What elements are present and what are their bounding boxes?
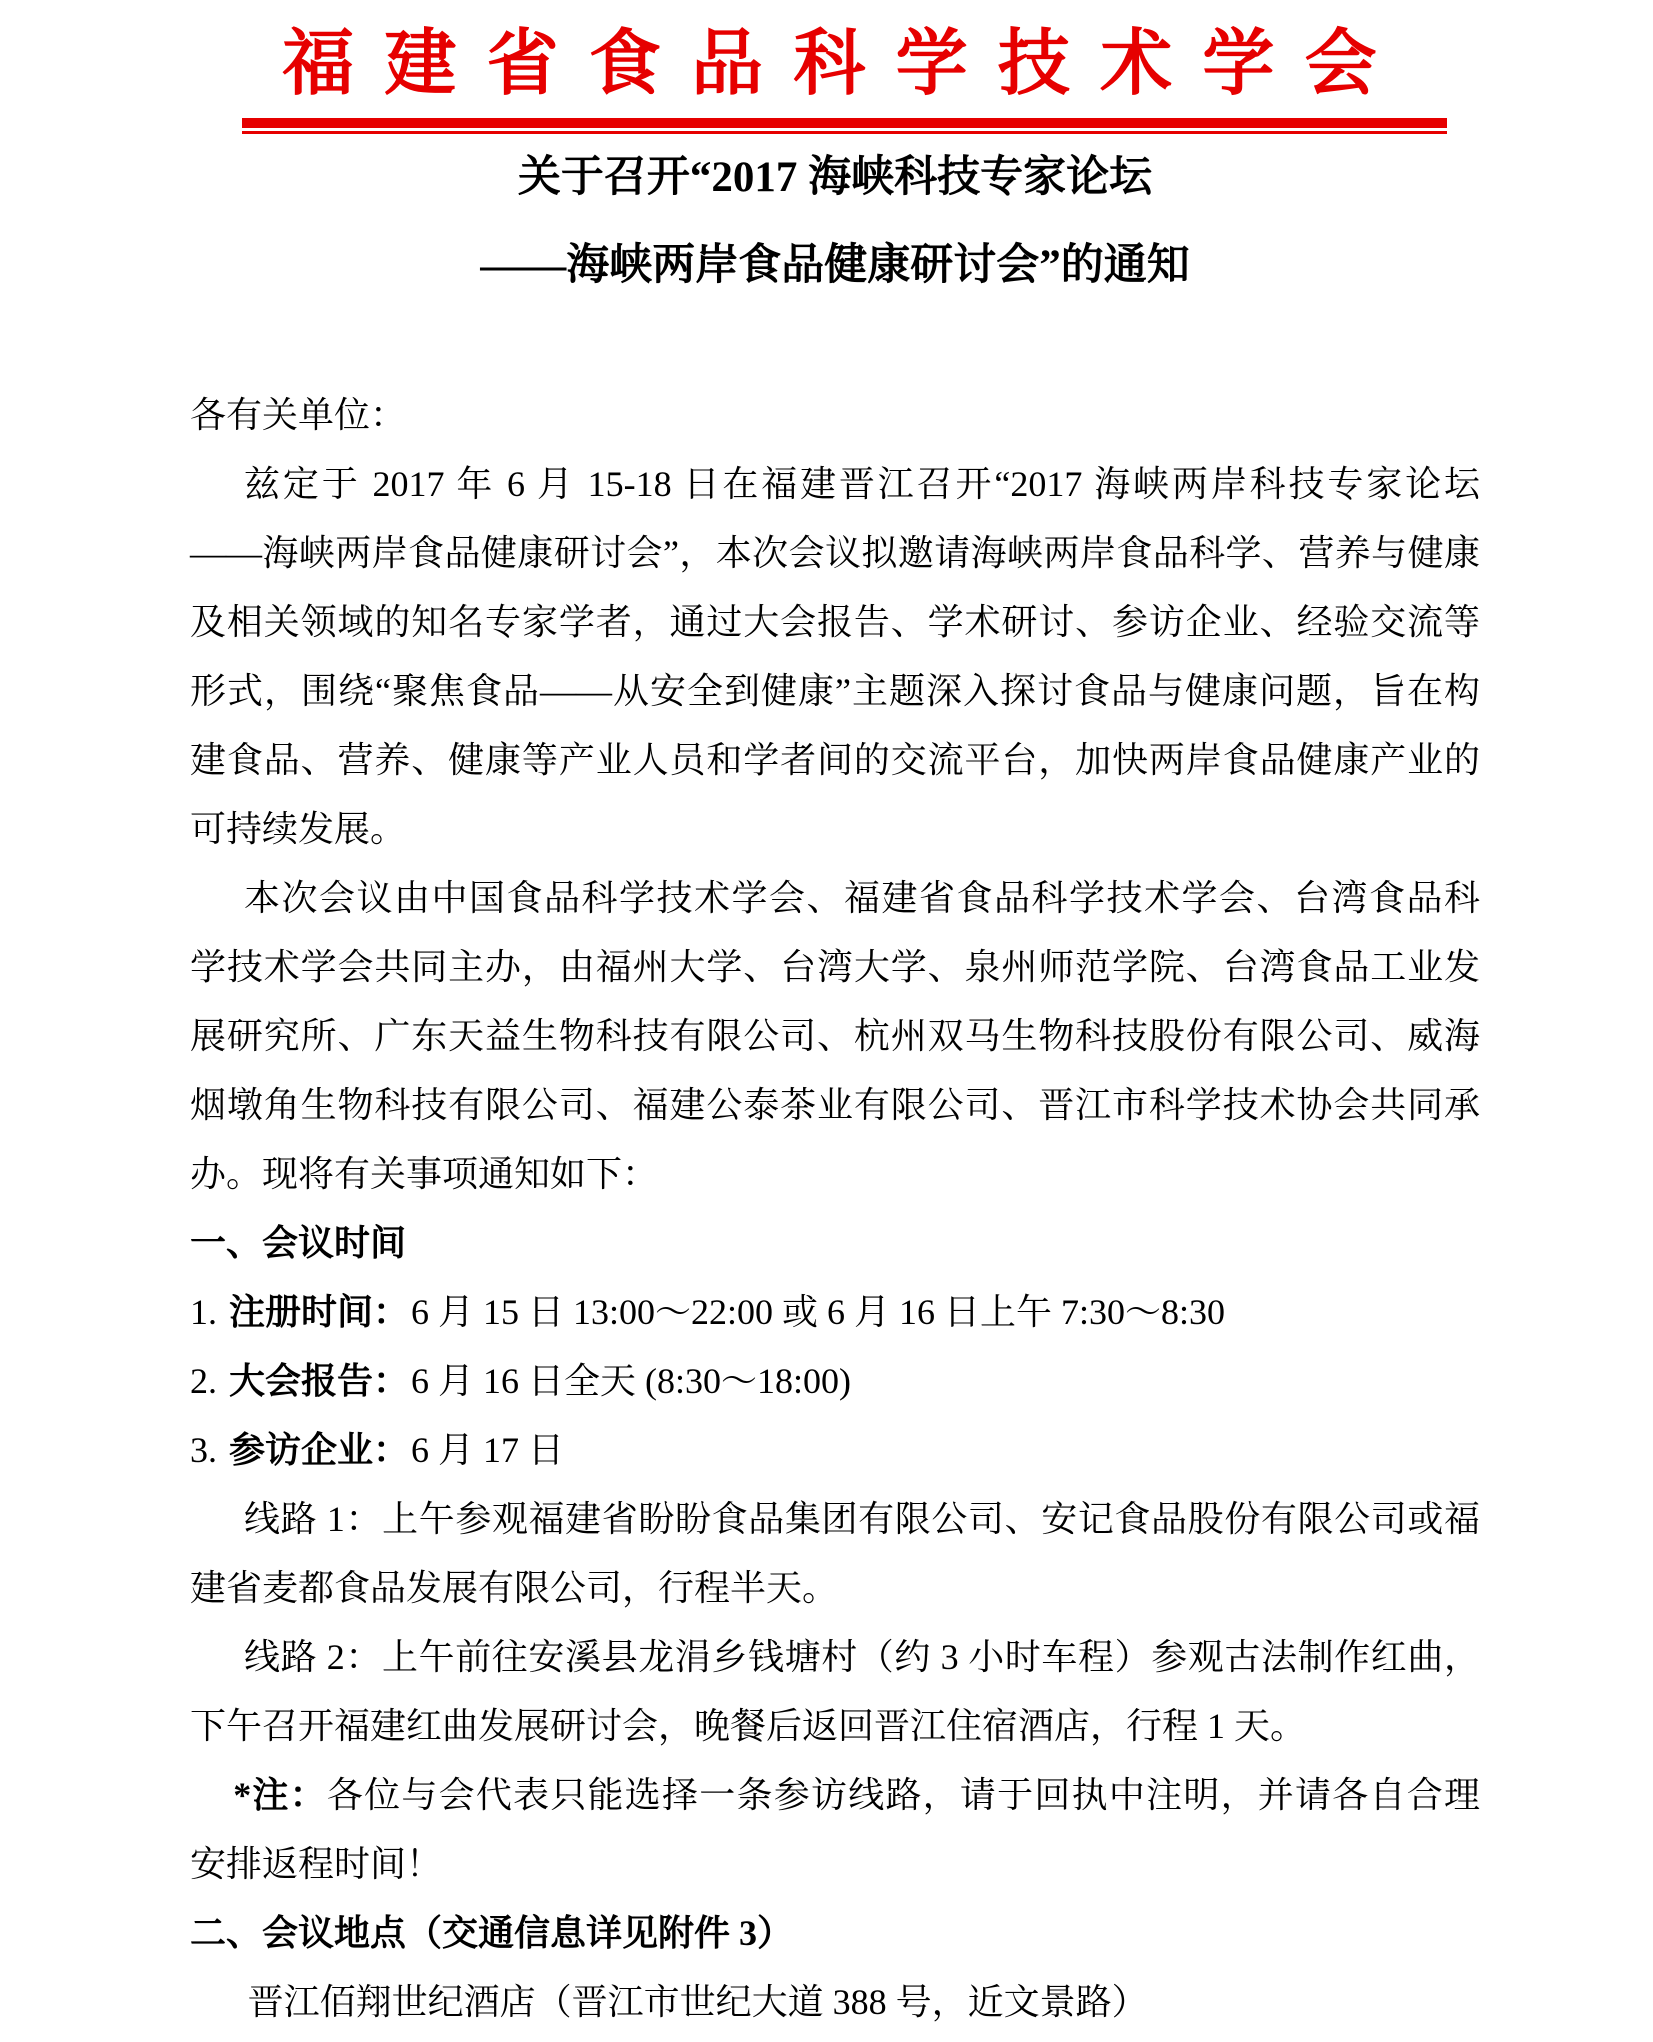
agenda-item-number: 2. — [190, 1361, 217, 1401]
agenda-item-number: 1. — [190, 1292, 217, 1332]
agenda-item-registration — [190, 1278, 1480, 1347]
intro-line: ——海峡两岸食品健康研讨会”，本次会议拟邀请海峡两岸食品科学、营养与健康 — [190, 533, 1480, 573]
agenda-item-number: 3. — [190, 1430, 217, 1470]
note-line — [190, 1761, 1480, 1830]
intro-line: 形式，围绕“聚焦食品——从安全到健康”主题深入探讨食品与健康问题，旨在构 — [190, 671, 1480, 711]
letterhead-rule-thick — [242, 118, 1447, 128]
notice-title — [190, 146, 1480, 298]
agenda-item-reports — [190, 1347, 1480, 1416]
route1-line: 建省麦都食品发展有限公司，行程半天。 — [190, 1568, 839, 1608]
letterhead — [242, 0, 1447, 134]
intro-line: 建食品、营养、健康等产业人员和学者间的交流平台，加快两岸食品健康产业的 — [190, 740, 1480, 780]
agenda-item-label: 注册时间： — [229, 1292, 410, 1332]
organizers-line: 学技术学会共同主办，由福州大学、台湾大学、泉州师范学院、台湾食品工业发 — [190, 947, 1480, 987]
notice-title-line1: 关于召开“2017 海峡科技专家论坛 — [517, 154, 1153, 201]
organizers-line: 展研究所、广东天益生物科技有限公司、杭州双马生物科技股份有限公司、威海 — [190, 1016, 1480, 1056]
salutation: 各有关单位： — [190, 395, 407, 435]
agenda-item-text: 6 月 17 日 — [411, 1430, 565, 1470]
letterhead-rule — [242, 118, 1447, 134]
intro-line: 兹定于 2017 年 6 月 15-18 日在福建晋江召开“2017 海峡两岸科技专家论坛 — [244, 464, 1480, 504]
document-body — [190, 381, 1480, 2037]
org-name: 福建省食品科学技术学会 — [282, 24, 1407, 104]
organizers-line: 办。现将有关事项通知如下： — [190, 1154, 659, 1194]
section-time-heading: 一、会议时间 — [190, 1223, 407, 1263]
letterhead-rule-thin — [242, 131, 1447, 134]
agenda-item-text: 6 月 15 日 13:00～22:00 或 6 月 16 日上午 7:30～8:30 — [411, 1292, 1226, 1332]
route1-line: 线路 1：上午参观福建省盼盼食品集团有限公司、安记食品股份有限公司或福 — [244, 1499, 1480, 1539]
route2-line: 下午召开福建红曲发展研讨会，晚餐后返回晋江住宿酒店，行程 1 天。 — [190, 1706, 1307, 1746]
agenda-item-text: 6 月 16 日全天 (8:30～18:00) — [411, 1361, 851, 1401]
notice-title-line2: ——海峡两岸食品健康研讨会”的通知 — [480, 242, 1190, 289]
agenda-item-visits — [190, 1416, 1480, 1485]
organizers-line: 本次会议由中国食品科学技术学会、福建省食品科学技术学会、台湾食品科 — [244, 878, 1480, 918]
note-line: 安排返程时间！ — [190, 1844, 443, 1884]
route2-line: 线路 2：上午前往安溪县龙涓乡钱塘村（约 3 小时车程）参观古法制作红曲， — [244, 1637, 1480, 1677]
agenda-item-label: 参访企业： — [229, 1430, 410, 1470]
agenda-item-label: 大会报告： — [229, 1361, 410, 1401]
note-label: *注： — [233, 1775, 327, 1815]
organizers-line: 烟墩角生物科技有限公司、福建公泰茶业有限公司、晋江市科学技术协会共同承 — [190, 1085, 1480, 1125]
section-venue-heading: 二、会议地点（交通信息详见附件 3） — [190, 1913, 794, 1953]
venue-line: 晋江佰翔世纪酒店（晋江市世纪大道 388 号，近文景路） — [247, 1982, 1148, 2022]
note-text: 各位与会代表只能选择一条参访线路，请于回执中注明，并请各自合理 — [326, 1775, 1480, 1815]
intro-line: 及相关领域的知名专家学者，通过大会报告、学术研讨、参访企业、经验交流等 — [190, 602, 1480, 642]
intro-line: 可持续发展。 — [190, 809, 407, 849]
